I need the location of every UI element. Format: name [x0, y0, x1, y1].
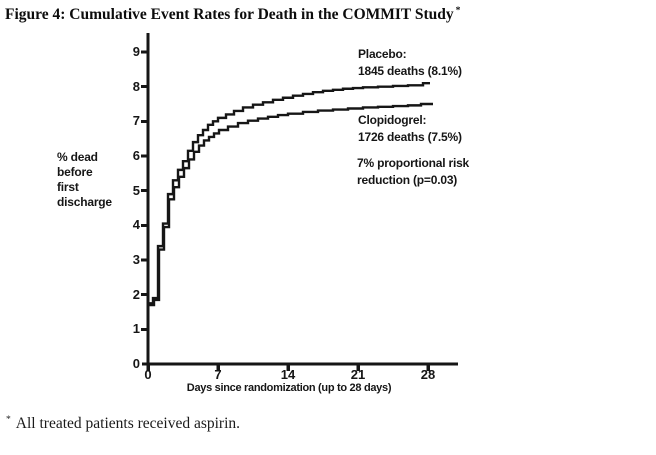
x-tick-label-28: 28 [420, 367, 436, 382]
y-tick-label-7: 7 [132, 113, 140, 129]
figure-title-text: Figure 4: Cumulative Event Rates for Death in the COMMIT Study [5, 6, 454, 24]
y-tick-label-1: 1 [132, 321, 140, 337]
x-axis-title: Days since randomization (up to 28 days) [186, 382, 392, 394]
placebo-annotation-line: Placebo: [358, 47, 407, 61]
y-axis-title-line: % dead [57, 150, 98, 164]
risk-reduction-line: reduction (p=0.03) [357, 172, 458, 187]
y-tick-label-2: 2 [132, 286, 140, 302]
x-tick-label-7: 7 [214, 367, 222, 382]
y-tick-label-6: 6 [132, 148, 140, 163]
footnote-text: All treated patients received aspirin. [15, 415, 241, 433]
clopidogrel-annotation-line: 1726 deaths (7.5%) [358, 129, 462, 144]
y-tick-label-5: 5 [132, 182, 140, 198]
y-axis-title-line: discharge [57, 195, 112, 209]
risk-reduction-annotation [357, 155, 469, 188]
y-tick-label-9: 9 [132, 44, 140, 59]
risk-reduction-line: 7% proportional risk [357, 156, 470, 170]
y-axis-title-line: first [57, 180, 79, 194]
y-tick-label-8: 8 [132, 78, 140, 94]
y-tick-label-4: 4 [132, 217, 140, 233]
figure-title-asterisk: * [455, 5, 461, 16]
clopidogrel-annotation-line: Clopidogrel: [358, 113, 427, 127]
y-tick-label-0: 0 [132, 356, 140, 371]
y-tick-label-3: 3 [132, 252, 140, 267]
x-tick-label-0: 0 [144, 367, 152, 382]
footnote-asterisk: * [6, 414, 11, 425]
footnote [6, 414, 240, 433]
x-tick-label-14: 14 [280, 367, 296, 382]
x-tick-label-21: 21 [350, 367, 366, 382]
y-axis-title [57, 150, 112, 210]
placebo-annotation-line: 1845 deaths (8.1%) [358, 63, 462, 78]
clopidogrel-annotation [358, 112, 462, 145]
y-axis-title-line: before [57, 165, 93, 179]
placebo-annotation [358, 46, 462, 79]
